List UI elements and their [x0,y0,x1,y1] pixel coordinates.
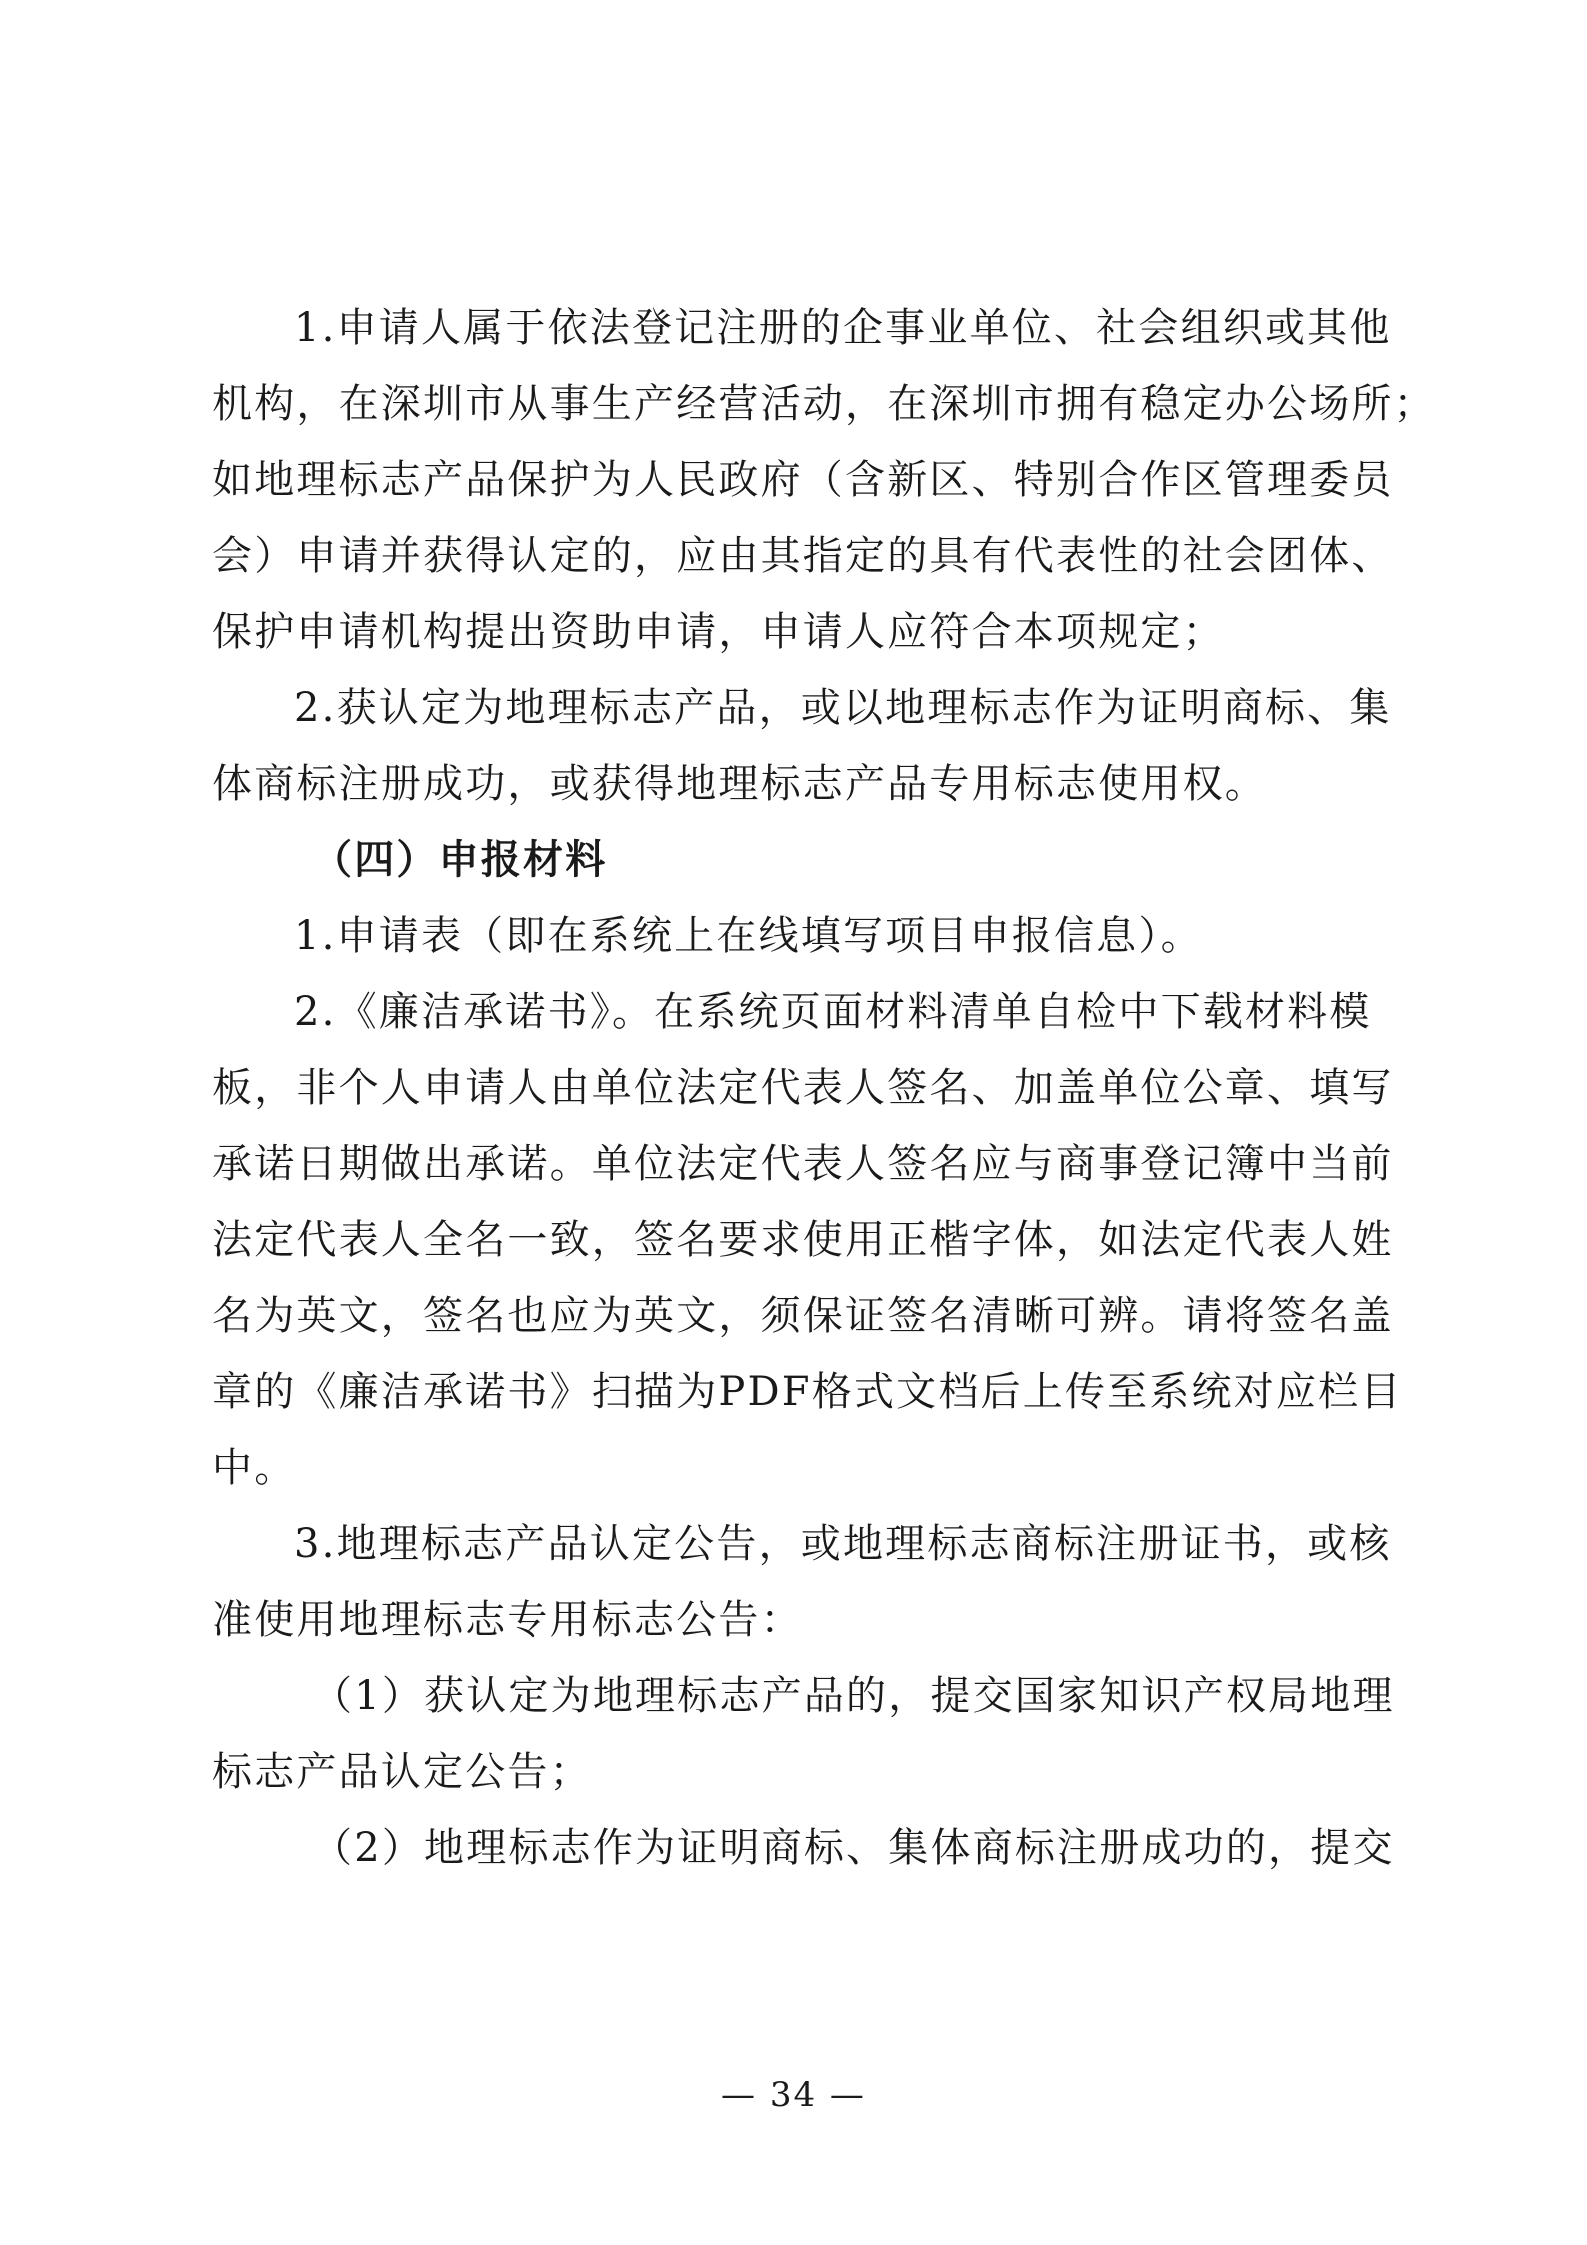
paragraph-line: 会）申请并获得认定的，应由其指定的具有代表性的社会团体、 [212,533,1394,579]
paragraph-line: 如地理标志产品保护为人民政府（含新区、特别合作区管理委员 [212,457,1394,503]
paragraph-line: 机构，在深圳市从事生产经营活动，在深圳市拥有稳定办公场所； [212,381,1436,427]
paragraph-line: 承诺日期做出承诺。单位法定代表人签名应与商事登记簿中当前 [212,1141,1394,1187]
section-heading: （四）申报材料 [312,836,608,883]
page-number: — 34 — [721,2075,866,2115]
paragraph-line: 保护申请机构提出资助申请，申请人应符合本项规定； [212,609,1225,655]
paragraph-line: （1）获认定为地理标志产品的，提交国家知识产权局地理 [312,1673,1395,1719]
paragraph-line: 准使用地理标志专用标志公告： [212,1597,803,1643]
paragraph-line: （2）地理标志作为证明商标、集体商标注册成功的，提交 [312,1825,1395,1871]
paragraph-line: 1.申请人属于依法登记注册的企事业单位、社会组织或其他 [294,305,1392,351]
paragraph-line: 法定代表人全名一致，签名要求使用正楷字体，如法定代表人姓 [212,1217,1394,1263]
paragraph-line: 体商标注册成功，或获得地理标志产品专用标志使用权。 [212,761,1267,807]
paragraph-line: 板，非个人申请人由单位法定代表人签名、加盖单位公章、填写 [212,1065,1394,1111]
paragraph-line: 名为英文，签名也应为英文，须保证签名清晰可辨。请将签名盖 [212,1293,1394,1339]
paragraph-line: 章的《廉洁承诺书》扫描为PDF格式文档后上传至系统对应栏目 [212,1369,1403,1415]
paragraph-line: 2.《廉洁承诺书》。在系统页面材料清单自检中下载材料模 [294,989,1372,1035]
paragraph-line: 中。 [212,1445,297,1491]
body-text [212,290,1436,1886]
paragraph-line: 2.获认定为地理标志产品，或以地理标志作为证明商标、集 [294,685,1392,731]
paragraph-line: 1.申请表（即在系统上在线填写项目申报信息）。 [294,913,1203,959]
paragraph-line: 3.地理标志产品认定公告，或地理标志商标注册证书，或核 [294,1521,1392,1567]
paragraph-line: 标志产品认定公告； [212,1749,592,1795]
